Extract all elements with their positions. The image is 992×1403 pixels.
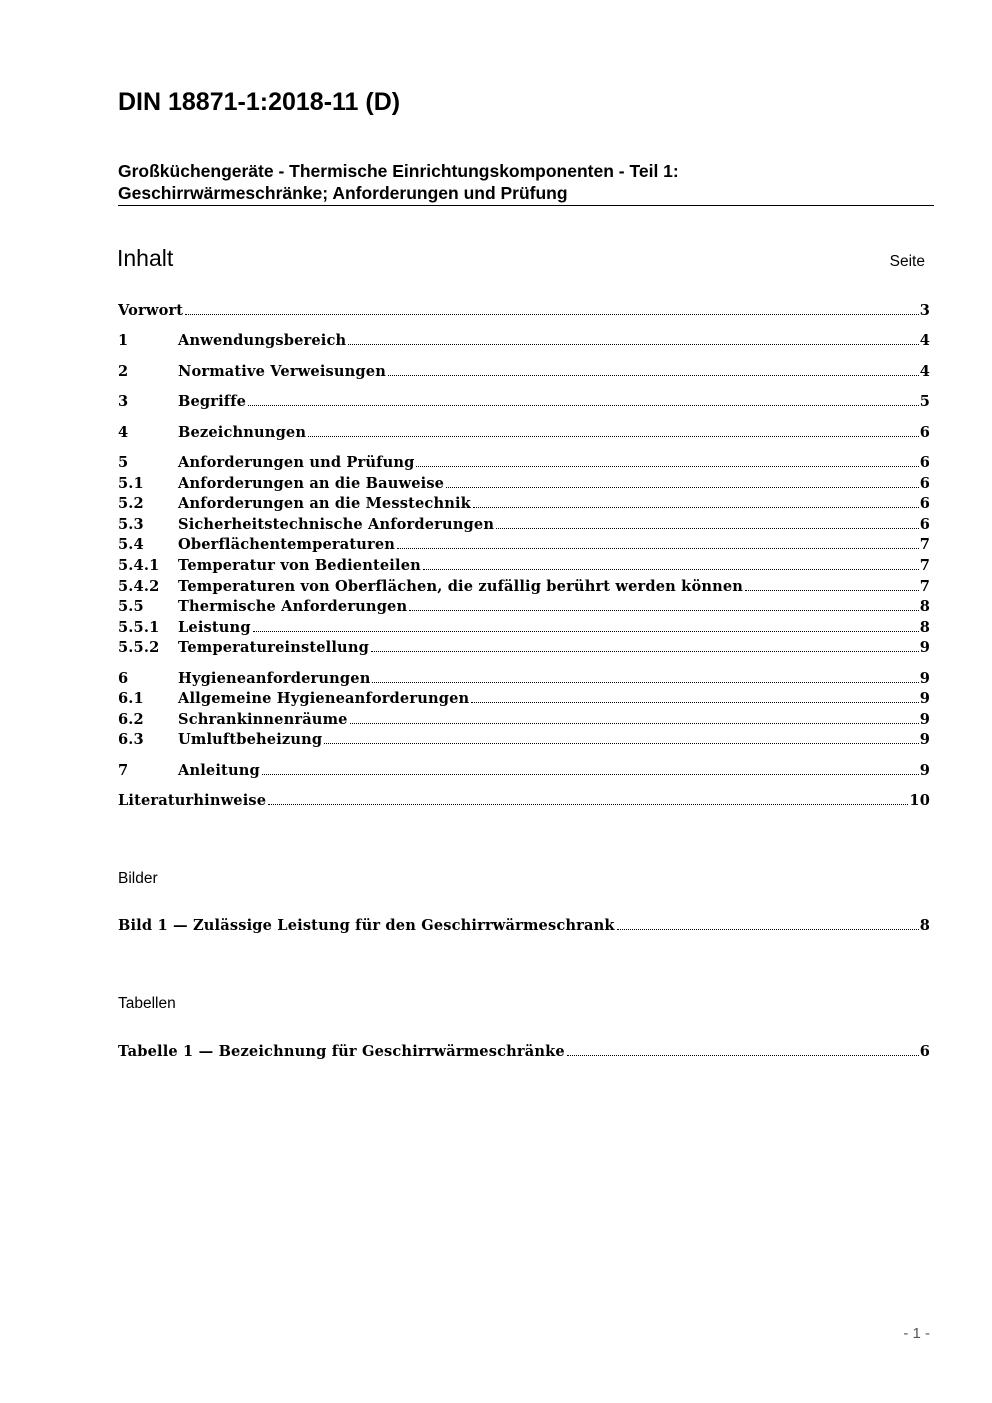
toc-leader-dots	[397, 548, 919, 549]
toc-entry-literaturhinweise[interactable]	[118, 792, 930, 813]
toc-entry-title: Sicherheitstechnische Anforderungen	[178, 515, 495, 533]
toc-leader-dots	[567, 1055, 919, 1056]
toc-leader-dots	[473, 507, 919, 508]
toc-entry-number: 5.3	[118, 515, 144, 533]
toc-entry-6-2[interactable]	[118, 711, 930, 732]
figure-entry-1[interactable]	[118, 917, 930, 938]
toc-leader-dots	[409, 610, 918, 611]
toc-entry-page: 9	[919, 710, 930, 728]
toc-entry-5-4[interactable]	[118, 536, 930, 557]
toc-entry-title: Bezeichnungen	[178, 423, 307, 441]
list-of-figures	[118, 917, 930, 938]
toc-entry-title: Allgemeine Hygieneanforderungen	[178, 690, 470, 708]
toc-entry-number: 2	[118, 362, 129, 380]
toc-entry-title: Temperatureinstellung	[178, 639, 369, 657]
toc-leader-dots	[471, 702, 918, 703]
toc-entry-page: 4	[919, 362, 930, 380]
toc-entry-title: Thermische Anforderungen	[178, 598, 408, 616]
toc-entry-number: 6.1	[118, 690, 144, 708]
toc-entry-page: 4	[919, 332, 930, 350]
toc-entry-title: Oberflächentemperaturen	[178, 536, 396, 554]
toc-entry-title: Anleitung	[178, 761, 260, 779]
toc-leader-dots	[185, 314, 919, 315]
toc-entry-title: Temperaturen von Oberflächen, die zufällig berührt werden können	[178, 577, 744, 595]
toc-entry-5-5-1[interactable]	[118, 619, 930, 640]
toc-entry-number: 5.5	[118, 598, 144, 616]
toc-leader-dots	[388, 375, 919, 376]
toc-entry-title: Vorwort	[118, 302, 184, 319]
tables-section-label: Tabellen	[118, 995, 176, 1012]
toc-leader-dots	[253, 631, 919, 632]
toc-leader-dots	[446, 487, 919, 488]
toc-entry-page: 6	[919, 474, 930, 492]
toc-entry-page: 7	[919, 536, 930, 554]
figure-entry-title: Bild 1 — Zulässige Leistung für den Geschirrwärmeschrank	[118, 917, 615, 934]
toc-entry-5-2[interactable]	[118, 495, 930, 516]
toc-leader-dots	[262, 774, 919, 775]
toc-entry-page: 9	[919, 690, 930, 708]
toc-entry-page: 10	[909, 792, 930, 810]
toc-entry-number: 6.3	[118, 731, 144, 749]
toc-entry-number: 5.4.1	[118, 556, 160, 574]
toc-entry-number: 6.2	[118, 710, 144, 728]
document-title-line-2: Geschirrwärmeschränke; Anforderungen und Prüfung	[118, 183, 568, 203]
toc-entry-title: Anforderungen an die Messtechnik	[178, 495, 471, 513]
toc-entry-7[interactable]	[118, 762, 930, 783]
toc-entry-6-3[interactable]	[118, 731, 930, 752]
toc-entry-title: Anwendungsbereich	[178, 332, 347, 350]
toc-leader-dots	[745, 590, 919, 591]
toc-leader-dots	[496, 528, 919, 529]
toc-leader-dots	[423, 569, 919, 570]
toc-entry-page: 6	[919, 495, 930, 513]
toc-entry-page: 8	[919, 598, 930, 616]
toc-entry-number: 5.4	[118, 536, 144, 554]
title-divider	[118, 205, 934, 206]
document-title	[118, 160, 934, 204]
toc-entry-1[interactable]	[118, 332, 930, 353]
toc-entry-6[interactable]	[118, 670, 930, 691]
toc-leader-dots	[324, 743, 918, 744]
toc-entry-number: 7	[118, 761, 129, 779]
toc-entry-title: Temperatur von Bedienteilen	[178, 556, 421, 574]
toc-entry-5-5-2[interactable]	[118, 639, 930, 660]
list-of-tables	[118, 1043, 930, 1064]
toc-entry-title: Umluftbeheizung	[178, 731, 323, 749]
toc-entry-number: 5.2	[118, 495, 144, 513]
table-entry-1[interactable]	[118, 1043, 930, 1064]
toc-entry-title: Schrankinnenräume	[178, 710, 348, 728]
toc-entry-page: 7	[919, 577, 930, 595]
toc-entry-page: 6	[919, 515, 930, 533]
table-entry-page: 6	[919, 1043, 930, 1060]
toc-entry-4[interactable]	[118, 424, 930, 445]
toc-leader-dots	[268, 804, 908, 805]
toc-leader-dots	[308, 436, 919, 437]
toc-leader-dots	[248, 405, 919, 406]
toc-entry-5-3[interactable]	[118, 516, 930, 537]
page-number: - 1 -	[903, 1325, 930, 1342]
document-id: DIN 18871-1:2018-11 (D)	[118, 88, 401, 116]
toc-entry-page: 8	[919, 618, 930, 636]
toc-leader-dots	[372, 682, 918, 683]
toc-leader-dots	[371, 651, 919, 652]
toc-entry-page: 5	[919, 393, 930, 411]
toc-entry-page: 9	[919, 761, 930, 779]
toc-page-column-label: Seite	[889, 253, 925, 270]
toc-entry-title: Normative Verweisungen	[178, 362, 386, 380]
toc-entry-3[interactable]	[118, 393, 930, 414]
toc-leader-dots	[617, 929, 919, 930]
toc-entry-number: 5.5.1	[118, 618, 160, 636]
toc-entry-5-4-2[interactable]	[118, 578, 930, 599]
toc-entry-5-1[interactable]	[118, 475, 930, 496]
toc-entry-page: 7	[919, 556, 930, 574]
toc-entry-number: 6	[118, 669, 129, 687]
toc-entry-title: Leistung	[178, 618, 251, 636]
toc-entry-title: Hygieneanforderungen	[178, 669, 371, 687]
figure-entry-page: 8	[919, 917, 930, 934]
toc-entry-number: 4	[118, 423, 129, 441]
toc-leader-dots	[350, 723, 919, 724]
toc-entry-title: Literaturhinweise	[118, 792, 267, 810]
toc-leader-dots	[348, 344, 918, 345]
toc-entry-page: 9	[919, 731, 930, 749]
toc-entry-5-4-1[interactable]	[118, 557, 930, 578]
toc-entry-page: 3	[919, 302, 930, 319]
toc-entry-title: Anforderungen und Prüfung	[178, 453, 415, 471]
toc-entry-page: 9	[919, 639, 930, 657]
toc-entry-page: 9	[919, 669, 930, 687]
toc-entry-title: Anforderungen an die Bauweise	[178, 474, 445, 492]
table-entry-title: Tabelle 1 — Bezeichnung für Geschirrwärmeschränke	[118, 1043, 565, 1060]
toc-entry-5[interactable]	[118, 454, 930, 475]
toc-entry-title: Begriffe	[178, 393, 247, 411]
toc-entry-page: 6	[919, 423, 930, 441]
toc-entry-number: 5	[118, 453, 129, 471]
toc-entry-number: 3	[118, 393, 129, 411]
toc-leader-dots	[416, 466, 918, 467]
document-title-line-1: Großküchengeräte - Thermische Einrichtungskomponenten - Teil 1:	[118, 161, 679, 181]
toc-entry-5-5[interactable]	[118, 598, 930, 619]
toc-heading: Inhalt	[117, 245, 174, 271]
toc-entry-number: 5.4.2	[118, 577, 160, 595]
figures-section-label: Bilder	[118, 870, 158, 887]
toc-entry-page: 6	[919, 453, 930, 471]
toc-entry-6-1[interactable]	[118, 690, 930, 711]
toc-entry-2[interactable]	[118, 363, 930, 384]
toc-entry-vorwort[interactable]	[118, 302, 930, 323]
toc-entry-number: 5.1	[118, 474, 144, 492]
toc-entry-number: 1	[118, 332, 129, 350]
toc-entry-number: 5.5.2	[118, 639, 160, 657]
table-of-contents	[118, 302, 930, 813]
